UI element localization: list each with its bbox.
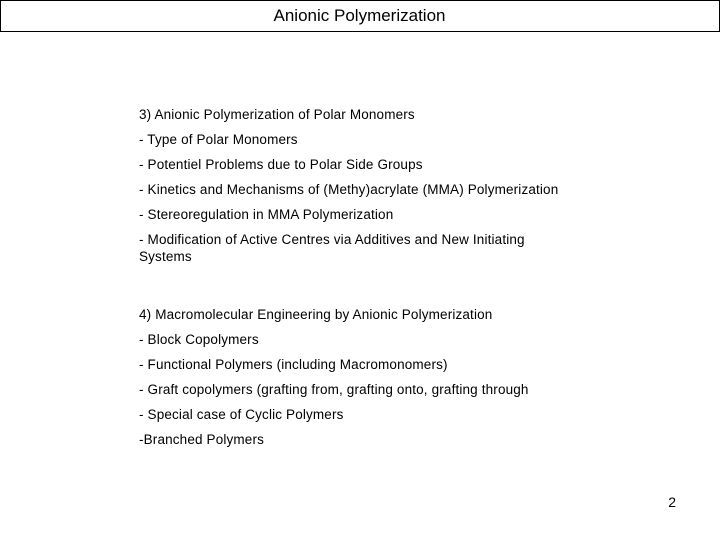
list-item: - Type of Polar Monomers bbox=[139, 132, 298, 147]
content-body bbox=[139, 106, 579, 456]
list-item: -Branched Polymers bbox=[139, 432, 264, 447]
page-number: 2 bbox=[668, 494, 676, 510]
list-item: - Modification of Active Centres via Additives and New Initiating Systems bbox=[139, 232, 525, 264]
section-gap bbox=[139, 273, 579, 306]
list-item: - Special case of Cyclic Polymers bbox=[139, 407, 344, 422]
list-item: - Stereoregulation in MMA Polymerization bbox=[139, 207, 394, 222]
list-item: - Kinetics and Mechanisms of (Methy)acrylate (MMA) Polymerization bbox=[139, 182, 559, 197]
list-item: - Potentiel Problems due to Polar Side Groups bbox=[139, 157, 423, 172]
page-title: Anionic Polymerization bbox=[273, 6, 446, 25]
list-item: - Functional Polymers (including Macromonomers) bbox=[139, 357, 448, 372]
section-heading: 4) Macromolecular Engineering by Anionic Polymerization bbox=[139, 307, 493, 322]
section-heading: 3) Anionic Polymerization of Polar Monomers bbox=[139, 107, 415, 122]
list-item: - Graft copolymers (grafting from, grafting onto, grafting through bbox=[139, 382, 529, 397]
list-item: - Block Copolymers bbox=[139, 332, 259, 347]
title-bar bbox=[0, 0, 720, 32]
